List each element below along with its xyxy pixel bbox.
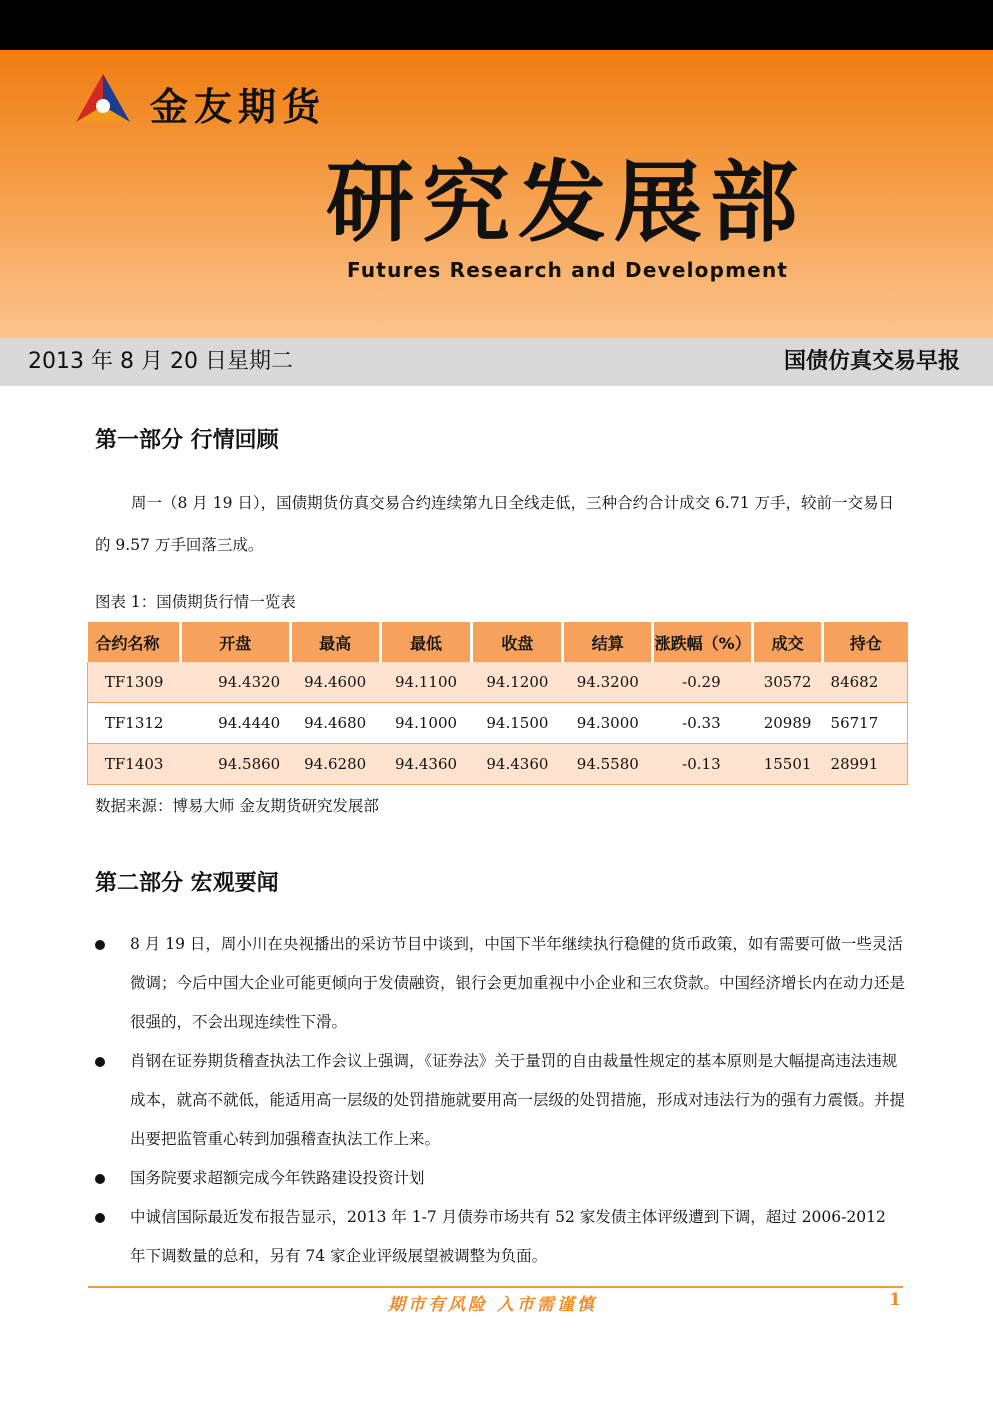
column-header: 收盘 bbox=[472, 622, 563, 662]
table-row bbox=[88, 703, 908, 744]
top-black-bar bbox=[0, 0, 993, 50]
table-cell: 94.4600 bbox=[290, 662, 380, 703]
table-cell: 94.1200 bbox=[472, 662, 563, 703]
table-cell: 94.5580 bbox=[563, 744, 653, 785]
quotes-table bbox=[87, 622, 908, 785]
table-row bbox=[88, 662, 908, 703]
table-cell: 84682 bbox=[823, 662, 908, 703]
column-header: 最高 bbox=[290, 622, 380, 662]
department-subtitle: Futures Research and Development bbox=[347, 258, 789, 282]
table-cell: 94.4440 bbox=[180, 703, 290, 744]
table-cell: 94.3200 bbox=[563, 662, 653, 703]
column-header: 最低 bbox=[380, 622, 472, 662]
table-cell: 94.4360 bbox=[472, 744, 563, 785]
data-source: 数据来源：博易大师 金友期货研究发展部 bbox=[95, 797, 379, 815]
table-cell: TF1312 bbox=[88, 703, 181, 744]
company-name: 金友期货 bbox=[150, 85, 327, 129]
table-cell: 15501 bbox=[753, 744, 823, 785]
news-text: 中诚信国际最近发布报告显示，2013 年 1-7 月债券市场共有 52 家发债主体评级遭到下调，超过 2006-2012 年下调数量的总和，另有 74 家企业评级展望被调整为负面。 bbox=[130, 1208, 886, 1265]
table-cell: 28991 bbox=[823, 744, 908, 785]
list-item bbox=[95, 1198, 905, 1276]
department-title: 研究发展部 bbox=[326, 150, 807, 254]
table-cell: 94.4360 bbox=[380, 744, 472, 785]
footer-slogan: 期市有风险 入市需谨慎 bbox=[388, 1295, 597, 1315]
bullet-icon bbox=[95, 940, 105, 950]
table-cell: 94.6280 bbox=[290, 744, 380, 785]
table-cell: 94.1000 bbox=[380, 703, 472, 744]
section2-heading: 第二部分 宏观要闻 bbox=[95, 871, 279, 896]
column-header: 结算 bbox=[563, 622, 653, 662]
news-list bbox=[95, 925, 905, 1276]
table-cell: 30572 bbox=[753, 662, 823, 703]
report-title: 国债仿真交易早报 bbox=[783, 349, 960, 374]
table-cell: 94.4680 bbox=[290, 703, 380, 744]
table-cell: -0.13 bbox=[653, 744, 753, 785]
column-header: 持仓 bbox=[823, 622, 908, 662]
list-item bbox=[95, 1042, 905, 1159]
table-cell: 94.3000 bbox=[563, 703, 653, 744]
table-cell: 20989 bbox=[753, 703, 823, 744]
page-number: 1 bbox=[889, 1290, 901, 1310]
list-item bbox=[95, 925, 905, 1042]
table-cell: 56717 bbox=[823, 703, 908, 744]
bullet-icon bbox=[95, 1174, 105, 1184]
news-text: 肖钢在证券期货稽查执法工作会议上强调，《证券法》关于量罚的自由裁量性规定的基本原则是大幅提高违法违规成本，就高不就低，能适用高一层级的处罚措施就要用高一层级的处罚措施，形成对违法行为的强有力震慑。并提出要把监管重心转到加强稽查执法工作上来。 bbox=[130, 1052, 906, 1148]
footer-divider bbox=[88, 1286, 903, 1288]
table-header-row bbox=[88, 622, 908, 662]
table-cell: TF1403 bbox=[88, 744, 181, 785]
bullet-icon bbox=[95, 1213, 105, 1223]
triangle-logo-icon bbox=[74, 72, 132, 124]
news-text: 8 月 19 日，周小川在央视播出的采访节目中谈到，中国下半年继续执行稳健的货币政策，如有需要可做一些灵活微调；今后中国大企业可能更倾向于发债融资，银行会更加重视中小企业和三农贷款。中国经济增长内在动力还是很强的，不会出现连续性下滑。 bbox=[130, 935, 906, 1031]
column-header: 成交 bbox=[753, 622, 823, 662]
report-date: 2013 年 8 月 20 日星期二 bbox=[28, 349, 293, 374]
column-header: 开盘 bbox=[180, 622, 290, 662]
column-header: 涨跌幅（%） bbox=[653, 622, 753, 662]
table-row bbox=[88, 744, 908, 785]
table-cell: 94.4320 bbox=[180, 662, 290, 703]
bullet-icon bbox=[95, 1057, 105, 1067]
table-cell: 94.1100 bbox=[380, 662, 472, 703]
section1-heading: 第一部分 行情回顾 bbox=[95, 428, 279, 453]
news-text: 国务院要求超额完成今年铁路建设投资计划 bbox=[130, 1169, 425, 1187]
table-caption: 图表 1：国债期货行情一览表 bbox=[95, 593, 296, 611]
section1-paragraph: 周一（8 月 19 日），国债期货仿真交易合约连续第九日全线走低，三种合约合计成交 6.71 万手，较前一交易日的 9.57 万手回落三成。 bbox=[95, 494, 894, 554]
table-cell: -0.33 bbox=[653, 703, 753, 744]
table-cell: 94.5860 bbox=[180, 744, 290, 785]
table-cell: 94.1500 bbox=[472, 703, 563, 744]
list-item bbox=[95, 1159, 905, 1198]
table-cell: TF1309 bbox=[88, 662, 181, 703]
table-cell: -0.29 bbox=[653, 662, 753, 703]
column-header: 合约名称 bbox=[88, 622, 181, 662]
